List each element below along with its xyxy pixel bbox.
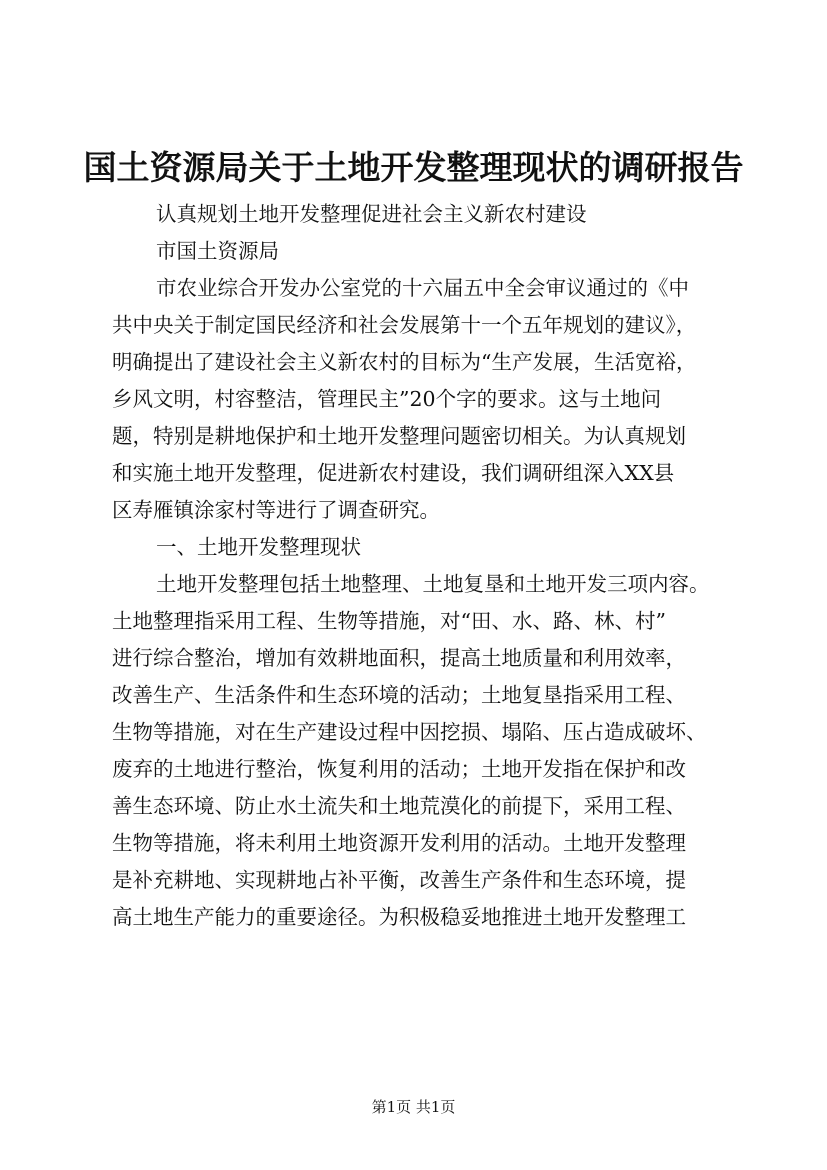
text-line: 认真规划土地开发整理促进社会主义新农村建设	[156, 202, 587, 226]
text-line: 和实施土地开发整理，促进新农村建设，我们调研组深入XX县	[112, 461, 675, 485]
text-line: 题，特别是耕地保护和土地开发整理问题密切相关。为认真规划	[112, 424, 686, 448]
text-line: 共中央关于制定国民经济和社会发展第十一个五年规划的建议》，	[112, 313, 697, 337]
text-line: 市国土资源局	[156, 239, 279, 263]
text-line: 市农业综合开发办公室党的十六届五中全会审议通过的《中	[156, 276, 689, 300]
text-line: 土地开发整理包括土地整理、土地复垦和土地开发三项内容。	[156, 572, 710, 596]
text-line: 生物等措施，将未利用土地资源开发利用的活动。土地开发整理	[112, 831, 686, 855]
text-line: 区寿雁镇涂家村等进行了调查研究。	[112, 498, 440, 522]
text-line: 是补充耕地、实现耕地占补平衡，改善生产条件和生态环境，提	[112, 868, 686, 892]
text-line: 土地整理指采用工程、生物等措施，对“田、水、路、林、村”	[112, 609, 666, 633]
document-title: 国土资源局关于土地开发整理现状的调研报告	[83, 148, 744, 187]
text-line: 善生态环境、防止水土流失和土地荒漠化的前提下，采用工程、	[112, 794, 686, 818]
text-line: 一、土地开发整理现状	[156, 535, 361, 559]
text-line: 明确提出了建设社会主义新农村的目标为“生产发展，生活宽裕，	[112, 350, 697, 374]
text-line: 改善生产、生活条件和生态环境的活动；土地复垦指采用工程、	[112, 683, 686, 707]
document-body	[112, 196, 742, 936]
text-line: 生物等措施，对在生产建设过程中因挖损、塌陷、压占造成破坏、	[112, 720, 707, 744]
text-line: 废弃的土地进行整治，恢复利用的活动；土地开发指在保护和改	[112, 757, 686, 781]
text-line: 高土地生产能力的重要途径。为积极稳妥地推进土地开发整理工	[112, 905, 686, 929]
text-line: 乡风文明，村容整洁，管理民主”20个字的要求。这与土地问	[112, 387, 662, 411]
text-line: 进行综合整治，增加有效耕地面积，提高土地质量和利用效率，	[112, 646, 686, 670]
page-footer: 第1页 共1页	[371, 1098, 456, 1116]
